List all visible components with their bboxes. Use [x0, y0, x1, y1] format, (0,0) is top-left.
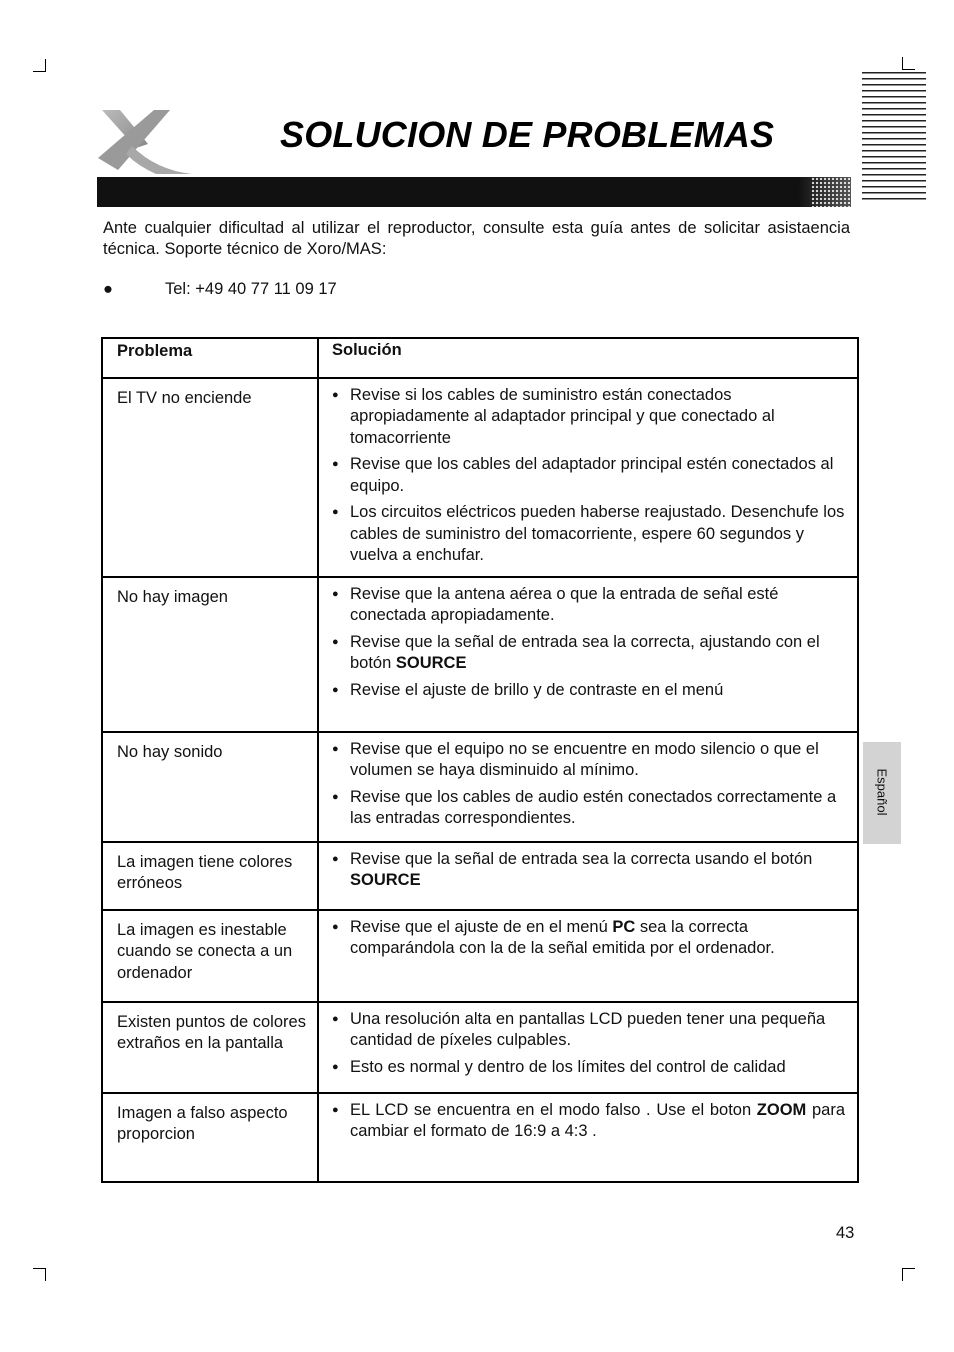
crop-mark-top-left	[33, 59, 46, 72]
problem-cell: Existen puntos de colores extraños en la pantalla	[102, 1002, 318, 1093]
solution-text: Revise que la señal de entrada sea la correcta usando el botón	[350, 849, 813, 868]
table-row	[102, 378, 858, 577]
solution-list	[332, 849, 845, 892]
solution-cell	[318, 1002, 858, 1093]
solution-item	[332, 385, 845, 450]
solution-item	[332, 739, 845, 782]
table-row	[102, 1093, 858, 1182]
solution-item	[332, 917, 845, 960]
solution-text: EL LCD se encuentra en el modo falso . Use el boton	[350, 1100, 757, 1119]
solution-list	[332, 1009, 845, 1079]
problem-cell: La imagen es inestable cuando se conecta a un ordenador	[102, 910, 318, 1002]
solution-bold: SOURCE	[395, 654, 467, 672]
intro-text: Ante cualquier dificultad al utilizar el reproductor, consulte esta guía antes de solicitar asistaencia técnica. Soporte técnico de Xoro/MAS:	[103, 219, 850, 258]
solution-cell	[318, 1093, 858, 1182]
solution-cell	[318, 577, 858, 732]
solution-text: Revise el ajuste de brillo y de contraste en el menú	[350, 680, 724, 699]
solution-list	[332, 917, 845, 960]
solution-bold: SOURCE	[350, 871, 421, 889]
header-bar	[97, 177, 851, 207]
language-tab-label: Español	[874, 768, 890, 816]
solution-item	[332, 502, 845, 567]
solution-list	[332, 385, 845, 567]
solution-text: Revise que la antena aérea o que la entrada de señal esté conectada apropiadamente.	[350, 584, 779, 624]
solution-item	[332, 1057, 845, 1079]
xoro-logo	[96, 108, 194, 176]
solution-item	[332, 680, 845, 702]
solution-item	[332, 787, 845, 830]
solution-item	[332, 1100, 845, 1143]
header-solution: Solución	[318, 338, 858, 378]
problem-cell: No hay imagen	[102, 577, 318, 732]
solution-text: Revise que los cables del adaptador principal estén conectados al equipo.	[350, 455, 834, 495]
solution-item	[332, 1009, 845, 1052]
table-row	[102, 1002, 858, 1093]
solution-text: Revise que el equipo no se encuentre en modo silencio o que el volumen se haya disminuido al mínimo.	[350, 739, 819, 779]
crop-mark-bottom-right	[902, 1268, 915, 1281]
troubleshooting-table	[101, 337, 859, 1183]
solution-text: Revise que la señal de entrada sea la correcta, ajustando con el botón	[350, 632, 820, 672]
solution-cell	[318, 732, 858, 842]
table-row	[102, 910, 858, 1002]
page-title: SOLUCION DE PROBLEMAS	[280, 114, 775, 155]
solution-text: Revise que el ajuste de en el menú	[350, 917, 613, 936]
solution-text: Los circuitos eléctricos pueden haberse reajustado. Desenchufe los cables de suministro del tomacorriente, espere 60 segundos y vuelva a enchufar.	[350, 503, 845, 564]
solution-text: Revise que los cables de audio estén conectados correctamente a las entradas correspondientes.	[350, 787, 837, 827]
solution-list	[332, 1100, 845, 1143]
table-row	[102, 577, 858, 732]
solution-bold: ZOOM	[756, 1100, 807, 1119]
page-number: 43	[836, 1224, 855, 1242]
solution-item	[332, 849, 845, 892]
header-problem: Problema	[102, 338, 318, 378]
language-tab	[863, 742, 901, 844]
solution-text-after: para cambiar el formato de 16:9 a 4:3 .	[350, 1100, 845, 1140]
table-row	[102, 842, 858, 910]
problem-cell: No hay sonido	[102, 732, 318, 842]
phone-line	[103, 280, 337, 299]
solution-text: Esto es normal y dentro de los límites del control de calidad	[350, 1057, 786, 1076]
phone-text: Tel: +49 40 77 11 09 17	[165, 280, 337, 298]
solution-list	[332, 739, 845, 830]
solution-text: Revise si los cables de suministro están conectados apropiadamente al adaptador principal y que conectado al tomacorriente	[350, 385, 775, 447]
solution-item	[332, 454, 845, 497]
solution-bold: PC	[612, 917, 636, 936]
problem-cell: Imagen a falso aspecto proporcion	[102, 1093, 318, 1182]
table-row	[102, 732, 858, 842]
crop-mark-bottom-left	[33, 1268, 46, 1281]
solution-cell	[318, 842, 858, 910]
problem-cell: El TV no enciende	[102, 378, 318, 577]
crop-mark-top-right	[902, 57, 915, 70]
decorative-stripes	[862, 72, 926, 200]
bullet-icon: ●	[103, 280, 113, 298]
table-header-row	[102, 338, 858, 378]
solution-cell	[318, 910, 858, 1002]
solution-item	[332, 632, 845, 675]
problem-cell: La imagen tiene colores erróneos	[102, 842, 318, 910]
solution-item	[332, 584, 845, 627]
solution-list	[332, 584, 845, 702]
solution-text: Una resolución alta en pantallas LCD pueden tener una pequeña cantidad de píxeles culpables.	[350, 1009, 826, 1049]
solution-text-after: sea la correcta comparándola con la de la señal emitida por el ordenador.	[350, 917, 775, 957]
solution-cell	[318, 378, 858, 577]
